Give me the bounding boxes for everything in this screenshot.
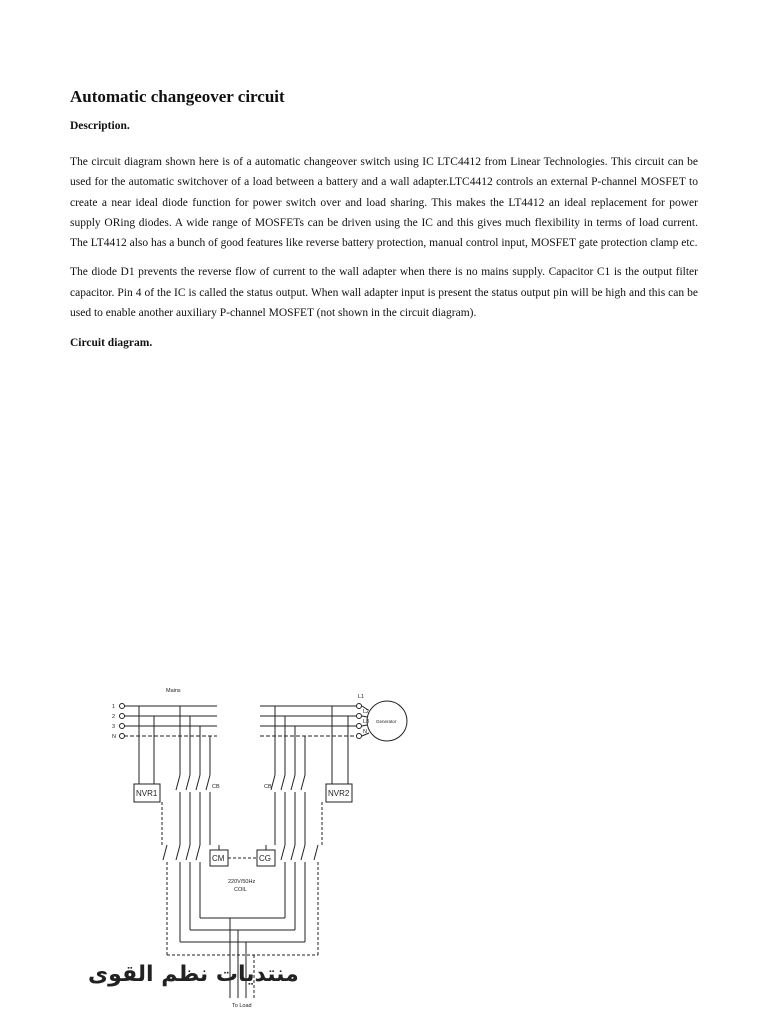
phase-label-left-3: 3 — [112, 724, 116, 730]
document-page — [70, 86, 698, 369]
coil-label-1: 220V/50Hz — [228, 879, 256, 885]
nvr1-label: NVR1 — [136, 789, 158, 798]
phase-label-left-2: 2 — [112, 714, 116, 720]
cg-label: CG — [259, 854, 271, 863]
cm-label: CM — [212, 854, 225, 863]
phase-label-right-n: N — [363, 729, 367, 735]
description-heading: Description. — [70, 120, 130, 132]
load-label: To Load — [232, 1003, 252, 1009]
phase-label-right-l3: L3 — [363, 719, 370, 725]
nvr2-label: NVR2 — [328, 789, 350, 798]
coil-label-2: COIL — [234, 887, 247, 893]
cb-left-label: CB — [212, 784, 220, 790]
circuit-diagram-heading: Circuit diagram. — [70, 337, 153, 350]
cb-right-label: CB — [264, 784, 272, 790]
phase-label-left-1: 1 — [112, 704, 116, 710]
mains-label: Mains — [166, 688, 181, 694]
phase-label-right-l2: L2 — [363, 709, 370, 715]
phase-label-left-n: N — [112, 734, 116, 740]
phase-label-right-l1: L1 — [358, 694, 365, 700]
document-title: Automatic changeover circuit — [70, 87, 285, 106]
description-paragraph-1: The circuit diagram shown here is of a automatic changeover switch using IC LTC4412 from Linear Technologies. This circuit can be used for the automatic switchover of a load between a battery and a wall adapter.LTC4412 controls an external P-channel MOSFET to create a near ideal diode function for power switch over and load sharing. This makes the LT4412 an ideal replacement for power supply ORing diodes. A wide range of MOSFETs can be driven using the IC and this gives much flexibility in terms of load current. The LT4412 also has a bunch of good features like reverse battery protection, manual control input, MOSFET gate protection clamp etc. — [70, 156, 698, 250]
description-paragraph-2: The diode D1 prevents the reverse flow of current to the wall adapter when there is no mains supply. Capacitor C1 is the output filter capacitor. Pin 4 of the IC is called the status output. When wall adapter input is present the status output pin will be high and this can be used to enable another auxiliary P-channel MOSFET (not shown in the circuit diagram). — [70, 266, 698, 320]
forum-watermark: منتديات نظم القوى — [88, 962, 299, 987]
generator-label: Generator — [376, 719, 397, 724]
